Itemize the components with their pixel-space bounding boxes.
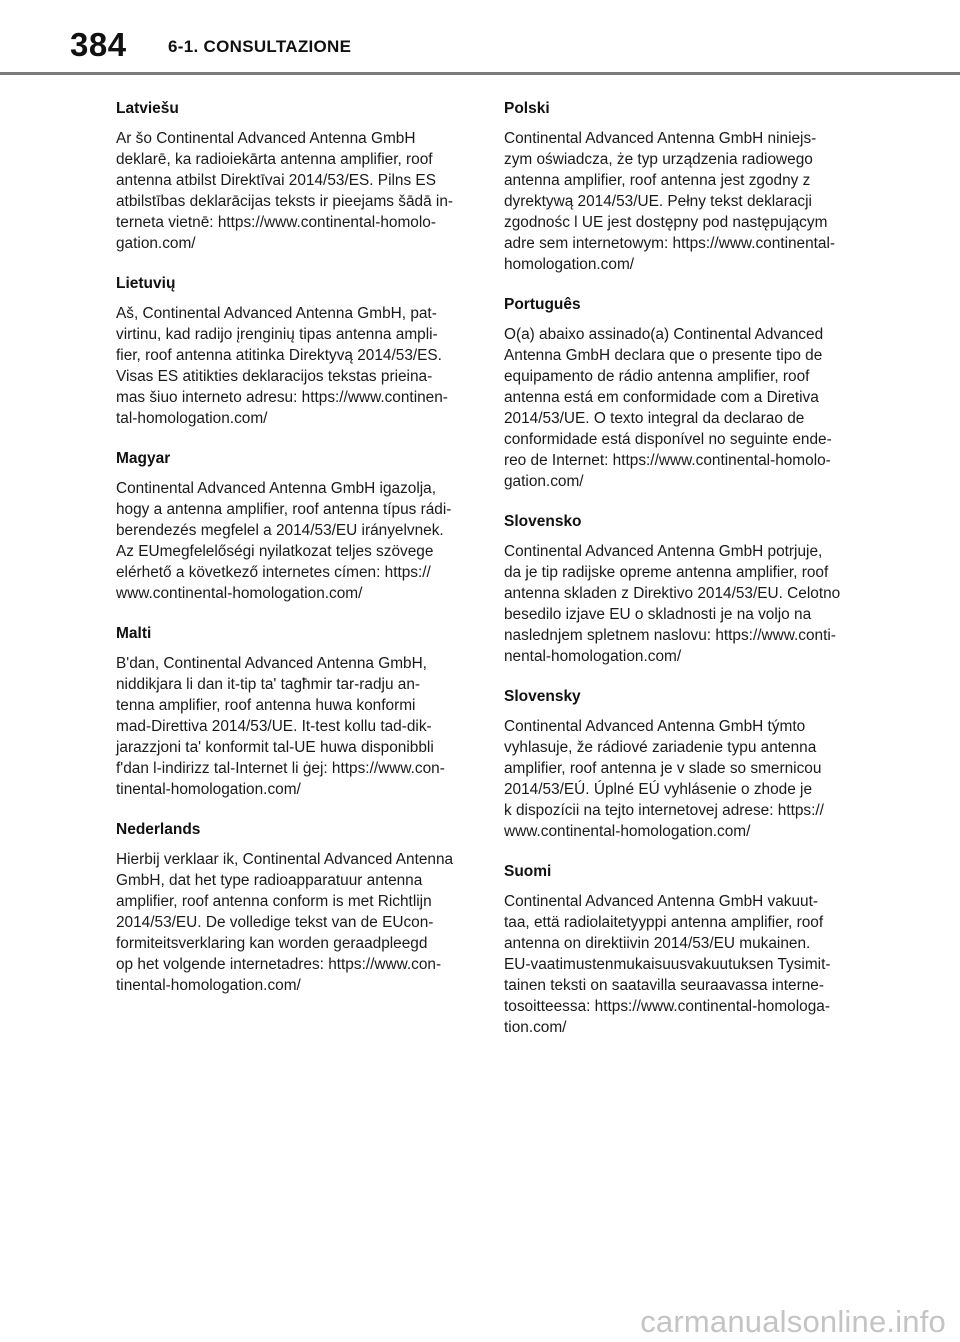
language-heading: Suomi — [504, 863, 552, 880]
language-section — [116, 273, 472, 429]
text-line: nental-homologation.com/ — [504, 648, 682, 665]
text-line: op het volgende internetadres: https://www.con- — [116, 956, 442, 973]
declaration-text — [116, 849, 472, 996]
text-line: amplifier, roof antenna je v slade so smernicou — [504, 760, 822, 777]
text-line: gation.com/ — [504, 473, 584, 490]
text-line: antenna skladen z Direktivo 2014/53/EU. Celotno — [504, 585, 841, 602]
text-line: k dispozícii na tejto internetovej adrese: https:// — [504, 802, 824, 819]
declaration-text — [116, 478, 472, 604]
text-line: taa, että radiolaitetyyppi antenna amplifier, roof — [504, 914, 824, 931]
text-line: berendezés megfelel a 2014/53/EU irányelvnek. — [116, 522, 444, 539]
text-line: reo de Internet: https://www.continental-homolo- — [504, 452, 831, 469]
declaration-text — [504, 541, 860, 667]
declaration-text — [504, 891, 860, 1038]
text-line: homologation.com/ — [504, 256, 635, 273]
text-line: atbilstības deklarācijas teksts ir pieejams šādā in- — [116, 193, 454, 210]
declaration-text — [504, 128, 860, 275]
text-line: tion.com/ — [504, 1019, 567, 1036]
language-section — [504, 686, 860, 842]
language-heading: Malti — [116, 625, 152, 642]
text-line: zym oświadcza, że typ urządzenia radiowego — [504, 151, 813, 168]
text-line: Continental Advanced Antenna GmbH igazolja, — [116, 480, 436, 497]
text-line: antenna on direktiivin 2014/53/EU mukainen. — [504, 935, 811, 952]
text-line: 2014/53/UE. O texto integral da declarao de — [504, 410, 805, 427]
text-line: Aš, Continental Advanced Antenna GmbH, pat- — [116, 305, 437, 322]
language-section — [116, 448, 472, 604]
language-section — [504, 294, 860, 492]
text-line: O(a) abaixo assinado(a) Continental Advanced — [504, 326, 824, 343]
text-line: tal-homologation.com/ — [116, 410, 268, 427]
text-line: adre sem internetowym: https://www.continental- — [504, 235, 836, 252]
text-line: tinental-homologation.com/ — [116, 781, 301, 798]
language-section — [504, 861, 860, 1038]
text-line: fier, roof antenna atitinka Direktyvą 2014/53/ES. — [116, 347, 442, 364]
page-header — [0, 0, 960, 74]
declaration-text — [116, 653, 472, 800]
left-column — [116, 98, 472, 1015]
section-title: 6-1. CONSULTAZIONE — [168, 37, 352, 56]
text-line: 2014/53/EU. De volledige tekst van de EUcon- — [116, 914, 434, 931]
text-line: deklarē, ka radioiekārta antenna amplifier, roof — [116, 151, 433, 168]
language-heading: Polski — [504, 100, 550, 117]
text-line: vyhlasuje, že rádiové zariadenie typu antenna — [504, 739, 817, 756]
text-line: terneta vietnē: https://www.continental-homolo- — [116, 214, 436, 231]
text-line: B'dan, Continental Advanced Antenna GmbH, — [116, 655, 427, 672]
declaration-text — [504, 716, 860, 842]
text-line: Continental Advanced Antenna GmbH potrjuje, — [504, 543, 823, 560]
right-column — [504, 98, 860, 1057]
text-line: besedilo izjave EU o skladnosti je na voljo na — [504, 606, 812, 623]
text-line: Continental Advanced Antenna GmbH vakuut- — [504, 893, 818, 910]
text-line: www.continental-homologation.com/ — [116, 585, 363, 602]
text-line: hogy a antenna amplifier, roof antenna típus rádi- — [116, 501, 452, 518]
text-line: Continental Advanced Antenna GmbH niniejs- — [504, 130, 817, 147]
text-line: GmbH, dat het type radioapparatuur antenna — [116, 872, 423, 889]
text-line: Visas ES atitikties deklaracijos tekstas prieina- — [116, 368, 433, 385]
language-heading: Latviešu — [116, 100, 179, 117]
text-line: antenna está em conformidade com a Diretiva — [504, 389, 819, 406]
text-line: tenna amplifier, roof antenna huwa konformi — [116, 697, 416, 714]
text-line: EU-vaatimustenmukaisuusvakuutuksen Tysimit- — [504, 956, 831, 973]
language-section — [504, 511, 860, 667]
text-line: mas šiuo interneto adresu: https://www.continen- — [116, 389, 448, 406]
text-line: formiteitsverklaring kan worden geraadpleegd — [116, 935, 428, 952]
language-section — [116, 98, 472, 254]
text-line: Hierbij verklaar ik, Continental Advanced Antenna — [116, 851, 454, 868]
language-heading: Nederlands — [116, 821, 201, 838]
text-line: zgodnośc l UE jest dostępny pod następującym — [504, 214, 828, 231]
text-line: niddikjara li dan it-tip ta' tagħmir tar-radju an- — [116, 676, 421, 693]
text-line: amplifier, roof antenna conform is met Richtlijn — [116, 893, 432, 910]
text-line: Ar šo Continental Advanced Antenna GmbH — [116, 130, 416, 147]
declaration-text — [504, 324, 860, 492]
text-line: tainen teksti on saatavilla seuraavassa interne- — [504, 977, 824, 994]
language-heading: Lietuvių — [116, 275, 176, 292]
text-line: 2014/53/EÚ. Úplné EÚ vyhlásenie o zhode je — [504, 781, 813, 798]
language-heading: Slovensko — [504, 513, 582, 530]
text-line: Continental Advanced Antenna GmbH týmto — [504, 718, 806, 735]
text-line: conformidade está disponível no seguinte ende- — [504, 431, 832, 448]
text-line: tinental-homologation.com/ — [116, 977, 301, 994]
text-line: Az EUmegfelelőségi nyilatkozat teljes szövege — [116, 543, 434, 560]
text-line: dyrektywą 2014/53/UE. Pełny tekst deklaracji — [504, 193, 812, 210]
language-heading: Magyar — [116, 450, 171, 467]
text-line: antenna atbilst Direktīvai 2014/53/ES. Pilns ES — [116, 172, 436, 189]
text-line: jarazzjoni ta' konformit tal-UE huwa disponibbli — [116, 739, 434, 756]
text-line: elérhető a következő internetes címen: https:// — [116, 564, 431, 581]
text-line: tosoitteessa: https://www.continental-homologa- — [504, 998, 830, 1015]
page-number: 384 — [70, 26, 127, 63]
declaration-text — [116, 128, 472, 254]
language-heading: Slovensky — [504, 688, 581, 705]
text-line: naslednjem spletnem naslovu: https://www.conti- — [504, 627, 836, 644]
text-line: antenna amplifier, roof antenna jest zgodny z — [504, 172, 811, 189]
declaration-text — [116, 303, 472, 429]
language-section — [504, 98, 860, 275]
text-line: virtinu, kad radijo įrenginių tipas antenna ampli- — [116, 326, 438, 343]
text-line: da je tip radijske opreme antenna amplifier, roof — [504, 564, 829, 581]
language-section — [116, 623, 472, 800]
text-line: www.continental-homologation.com/ — [504, 823, 751, 840]
text-line: gation.com/ — [116, 235, 196, 252]
watermark: carmanualsonline.info — [640, 1304, 946, 1339]
text-line: Antenna GmbH declara que o presente tipo de — [504, 347, 823, 364]
language-section — [116, 819, 472, 996]
text-line: equipamento de rádio antenna amplifier, roof — [504, 368, 810, 385]
header-rule — [0, 72, 960, 75]
language-heading: Português — [504, 296, 581, 313]
text-line: f'dan l-indirizz tal-Internet li ġej: https://www.con- — [116, 760, 445, 777]
text-line: mad-Direttiva 2014/53/UE. It-test kollu tad-dik- — [116, 718, 432, 735]
